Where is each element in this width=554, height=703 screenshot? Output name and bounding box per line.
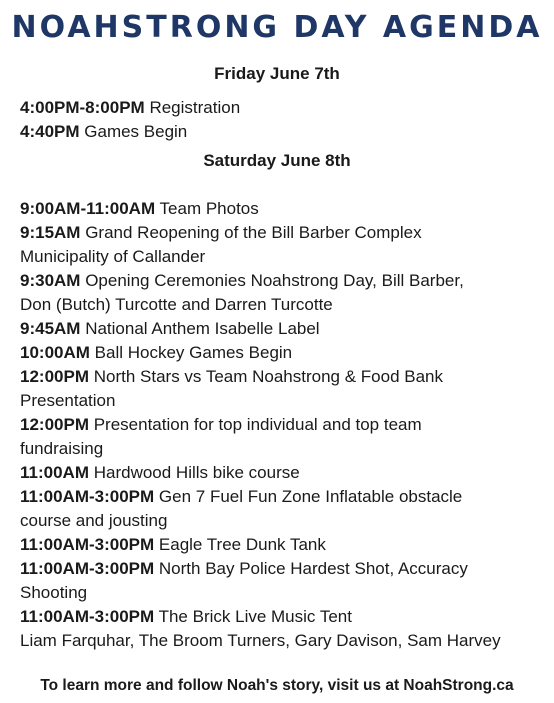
list-item xyxy=(20,365,545,413)
item-time: 11:00AM-3:00PM xyxy=(20,559,155,578)
list-item xyxy=(20,317,545,341)
item-time: 10:00AM xyxy=(20,343,90,362)
list-item xyxy=(20,533,545,557)
item-time: 11:00AM-3:00PM xyxy=(20,607,155,626)
item-time: 12:00PM xyxy=(20,367,89,386)
day-heading-saturday: Saturday June 8th xyxy=(203,151,351,170)
list-item xyxy=(20,413,545,461)
item-text: Opening Ceremonies Noahstrong Day, Bill Barber, Don (Butch) Turcotte and Darren Turcotte xyxy=(20,271,464,314)
item-text: Eagle Tree Dunk Tank xyxy=(158,535,326,554)
list-item xyxy=(20,485,545,533)
item-text: Games Begin xyxy=(84,122,188,141)
list-item xyxy=(20,120,545,144)
item-text: Gen 7 Fuel Fun Zone Inflatable obstacle course and jousting xyxy=(20,487,463,530)
item-time: 11:00AM xyxy=(20,463,89,482)
item-text: National Anthem Isabelle Label xyxy=(85,319,320,338)
item-time: 9:45AM xyxy=(20,319,81,338)
item-time: 4:40PM xyxy=(20,122,80,141)
list-item xyxy=(20,269,545,317)
list-item xyxy=(20,605,545,653)
list-item xyxy=(20,461,545,485)
item-text: The Brick Live Music Tent Liam Farquhar, The Broom Turners, Gary Davison, Sam Harvey xyxy=(20,607,501,650)
item-text: Presentation for top individual and top team fundraising xyxy=(20,415,422,458)
day-heading-friday: Friday June 7th xyxy=(214,64,340,83)
list-item xyxy=(20,96,545,120)
item-text: North Stars vs Team Noahstrong & Food Bank Presentation xyxy=(20,367,444,410)
list-item xyxy=(20,197,545,221)
item-time: 11:00AM-3:00PM xyxy=(20,535,155,554)
item-time: 11:00AM-3:00PM xyxy=(20,487,155,506)
list-item xyxy=(20,557,545,605)
item-text: Registration xyxy=(149,98,241,117)
saturday-schedule-list xyxy=(20,197,545,653)
item-text: Ball Hockey Games Begin xyxy=(94,343,293,362)
page-title: NOAHSTRONG DAY AGENDA xyxy=(11,10,543,45)
footer-note: To learn more and follow Noah's story, visit us at NoahStrong.ca xyxy=(40,677,514,694)
list-item xyxy=(20,221,545,269)
item-time: 4:00PM-8:00PM xyxy=(20,98,145,117)
item-text: Team Photos xyxy=(159,199,259,218)
friday-schedule-list xyxy=(20,96,545,144)
item-text: Hardwood Hills bike course xyxy=(93,463,300,482)
list-item xyxy=(20,341,545,365)
item-time: 9:15AM xyxy=(20,223,81,242)
item-time: 12:00PM xyxy=(20,415,89,434)
item-text: North Bay Police Hardest Shot, Accuracy Shooting xyxy=(20,559,468,602)
item-text: Grand Reopening of the Bill Barber Complex Municipality of Callander xyxy=(20,223,422,266)
item-time: 9:00AM-11:00AM xyxy=(20,199,156,218)
item-time: 9:30AM xyxy=(20,271,81,290)
